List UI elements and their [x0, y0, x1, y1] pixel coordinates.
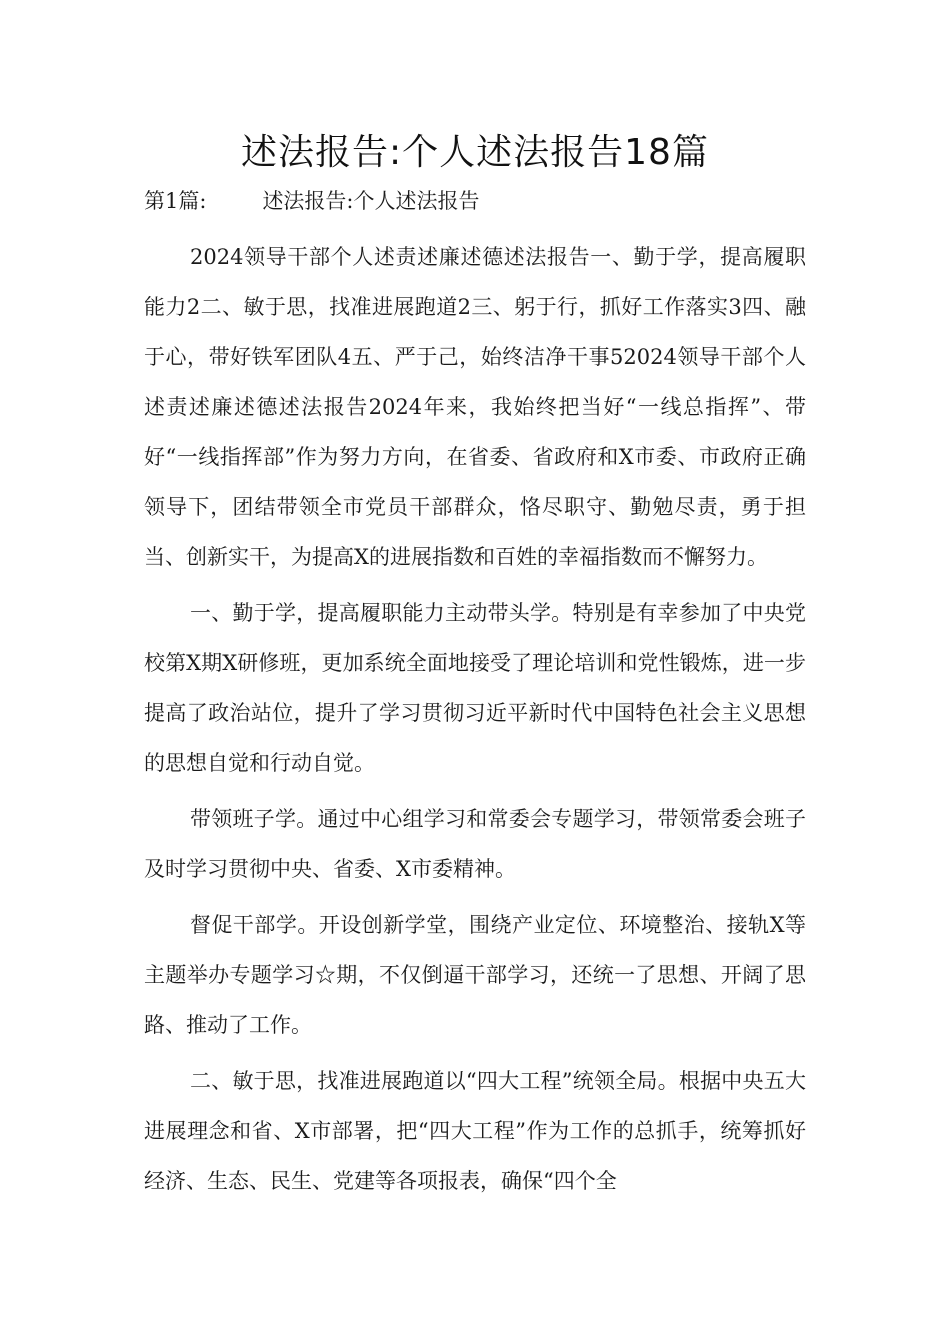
paragraph: 带领班子学。通过中心组学习和常委会专题学习，带领常委会班子及时学习贯彻中央、省委、X市委精神。 — [144, 807, 806, 881]
section-heading — [144, 186, 844, 216]
paragraph: 一、勤于学，提高履职能力主动带头学。特别是有幸参加了中央党校第X期X研修班，更加系统全面地接受了理论培训和党性锻炼，进一步提高了政治站位，提升了学习贯彻习近平新时代中国特色社会主义思想的思想自觉和行动自觉。 — [144, 601, 806, 775]
paragraph: 督促干部学。开设创新学堂，围绕产业定位、环境整治、接轨X等主题举办专题学习☆期，不仅倒逼干部学习，还统一了思想、开阔了思路、推动了工作。 — [144, 913, 806, 1037]
document-title: 述法报告:个人述法报告18篇 — [241, 132, 709, 173]
section-number: 第1篇: — [144, 189, 207, 213]
paragraph: 二、敏于思，找准进展跑道以“四大工程”统领全局。根据中央五大进展理念和省、X市部署，把“四大工程”作为工作的总抓手，统筹抓好经济、生态、民生、党建等各项报表，确保“四个全 — [144, 1069, 806, 1193]
document-body — [144, 232, 806, 1212]
section-title: 述法报告:个人述法报告 — [262, 189, 480, 213]
paragraph: 2024领导干部个人述责述廉述德述法报告一、勤于学，提高履职能力2二、敏于思，找准进展跑道2三、躬于行，抓好工作落实3四、融于心，带好铁军团队4五、严于己，始终洁净干事52024领导干部个人述责述廉述德述法报告2024年来，我始终把当好“一线总指挥”、带好“一线指挥部”作为努力方向，在省委、省政府和X市委、市政府正确领导下，团结带领全市党员干部群众，恪尽职守、勤勉尽责，勇于担当、创新实干，为提高X的进展指数和百姓的幸福指数而不懈努力。 — [144, 245, 806, 569]
